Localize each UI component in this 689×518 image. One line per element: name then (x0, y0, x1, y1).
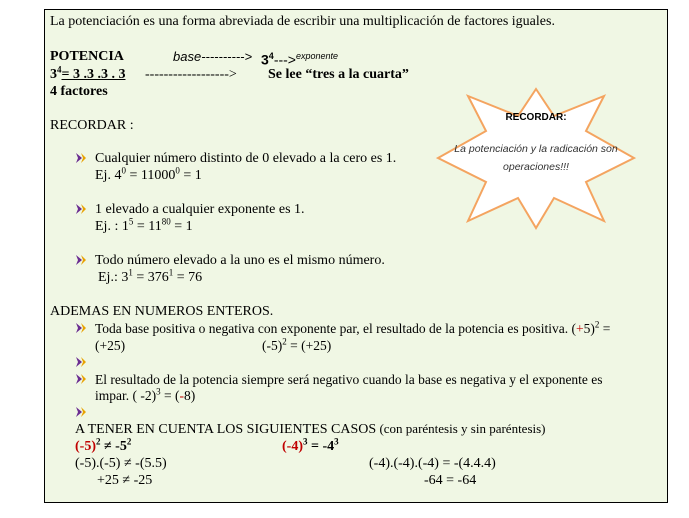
rule-3-text: Todo número elevado a la uno es el mismo número. (95, 253, 385, 268)
rule-2-text: 1 elevado a cualquier exponente es 1. (95, 202, 305, 217)
enteros-rule-1: Toda base positiva o negativa con exponente par, el resultado de la potencia es positiva. $(+5)^2$ = (95, 319, 611, 336)
enteros-rule-1-b: $(-5)^2 = (+25)$ (262, 336, 332, 353)
arrow-bullet-icon (75, 203, 87, 215)
reading-text: Se lee “tres a la cuarta” (268, 67, 409, 82)
power-sample: $3^4--->^{exponente}$ (261, 51, 339, 68)
enteros-rule-2-example: impar. ( -2)$^3$ = (-8) (95, 386, 196, 403)
enteros-rule-2: El resultado de la potencia siempre será negativo cuando la base es negativa y el exponente es (95, 372, 603, 387)
arrow-bullet-icon (75, 406, 87, 418)
star-line-1: La potenciación y la radicación son (454, 143, 618, 155)
arrow-bullet-icon (75, 254, 87, 266)
base-label: base----------> (173, 49, 253, 64)
rule-1-example: Ej. $4^0 = 11000^0 = 1$ (95, 165, 202, 183)
potencia-title: POTENCIA (50, 49, 124, 64)
rule-1-text: Cualquier número distinto de 0 elevado a la cero es 1. (95, 151, 397, 166)
arrow-bullet-icon (75, 152, 87, 164)
case-left-a: $(-5)^2 \ne -5^2$ (75, 436, 132, 454)
recordar-star-callout (436, 86, 636, 231)
star-line-2: operaciones!!! (503, 161, 569, 173)
arrow-bullet-icon (75, 356, 87, 368)
factors-label: 4 factores (50, 84, 108, 99)
recordar-heading: RECORDAR : (50, 118, 134, 133)
case-right-c: -64 = -64 (424, 473, 477, 488)
rule-2-example: Ej. : $1^5 = 11^{80} = 1$ (95, 216, 193, 234)
case-right-b: (-4).(-4).(-4) = -(4.4.4) (369, 456, 496, 471)
power-equation: $3^4= 3$ .3 .3 . 3 (50, 64, 126, 82)
arrow-bullet-icon (75, 373, 87, 385)
rule-3-example: Ej.: $3^1 = 376^1 = 76$ (98, 267, 203, 285)
enteros-rule-1-a: (+25) (95, 338, 126, 353)
intro-text: La potenciación es una forma abreviada de escribir una multiplicación de factores iguales. (50, 14, 555, 29)
star-title: RECORDAR: (505, 112, 567, 123)
enteros-heading: ADEMAS EN NUMEROS ENTEROS. (50, 304, 274, 319)
arrow-bullet-icon (75, 322, 87, 334)
case-right-a: $(-4)^3 = -4^3$ (282, 436, 339, 454)
case-left-b: (-5).(-5) ≠ -(5.5) (75, 456, 167, 471)
case-left-c: +25 ≠ -25 (97, 473, 153, 488)
cases-heading: A TENER EN CUENTA LOS SIGUIENTES CASOS (con paréntesis y sin paréntesis) (75, 421, 546, 437)
reading-arrow: ------------------> (145, 67, 237, 82)
